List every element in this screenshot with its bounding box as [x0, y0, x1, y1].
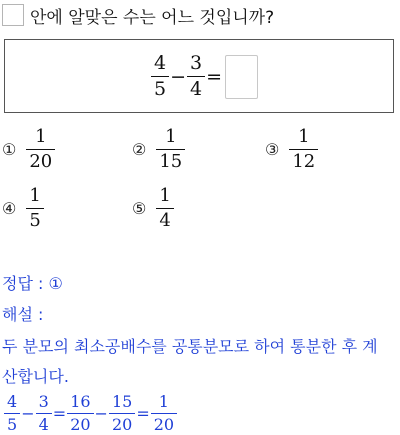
exp-fraction-e: $\frac{1}{20}$: [151, 394, 177, 433]
question-text: 안에 알맞은 수는 어느 것입니까?: [30, 7, 275, 28]
exp-fraction-a: $\frac{4}{5}$: [4, 394, 20, 433]
exp-fraction-d: $\frac{15}{20}$: [109, 394, 135, 433]
equals-sign: =: [136, 404, 150, 423]
equation-box: [4, 39, 394, 113]
question-line: [2, 3, 274, 27]
equation: [151, 54, 258, 99]
choice-1[interactable]: [2, 128, 55, 171]
choice-fraction: $\frac{1}{5}$: [26, 187, 43, 230]
equals-sign: =: [206, 65, 223, 88]
exp-fraction-c: $\frac{16}{20}$: [67, 394, 93, 433]
answer-label: 정답 :: [2, 274, 49, 293]
choice-mark: ②: [132, 140, 147, 159]
fraction-a: $\frac{4}{5}$: [151, 54, 169, 99]
choice-fraction: $\frac{1}{4}$: [156, 187, 173, 230]
choice-5[interactable]: [132, 187, 174, 230]
choice-fraction: $\frac{1}{15}$: [156, 128, 185, 171]
fraction-b: $\frac{3}{4}$: [187, 54, 205, 99]
minus-sign: −: [94, 404, 108, 423]
choice-mark: ①: [2, 140, 17, 159]
choice-2[interactable]: [132, 128, 185, 171]
equals-sign: =: [52, 404, 67, 423]
explanation-line-1: 두 분모의 최소공배수를 공통분모로 하여 통분한 후 계: [2, 337, 378, 356]
explanation-line-2: 산합니다.: [2, 367, 69, 386]
choice-fraction: $\frac{1}{20}$: [26, 128, 55, 171]
answer-input-box[interactable]: [225, 55, 258, 99]
choice-4[interactable]: [2, 187, 44, 230]
explanation-equation: [4, 394, 177, 433]
minus-sign: −: [21, 404, 35, 423]
blank-box-icon: [2, 4, 24, 26]
minus-sign: −: [170, 65, 187, 88]
answer-value: ①: [48, 274, 63, 293]
choice-3[interactable]: [265, 128, 318, 171]
exp-fraction-b: $\frac{3}{4}$: [36, 394, 52, 433]
choice-fraction: $\frac{1}{12}$: [289, 128, 318, 171]
choice-mark: ⑤: [132, 199, 147, 218]
choice-mark: ③: [265, 140, 280, 159]
explanation-label: 해설 :: [2, 305, 44, 324]
answer-line: [2, 271, 63, 294]
choice-mark: ④: [2, 199, 17, 218]
